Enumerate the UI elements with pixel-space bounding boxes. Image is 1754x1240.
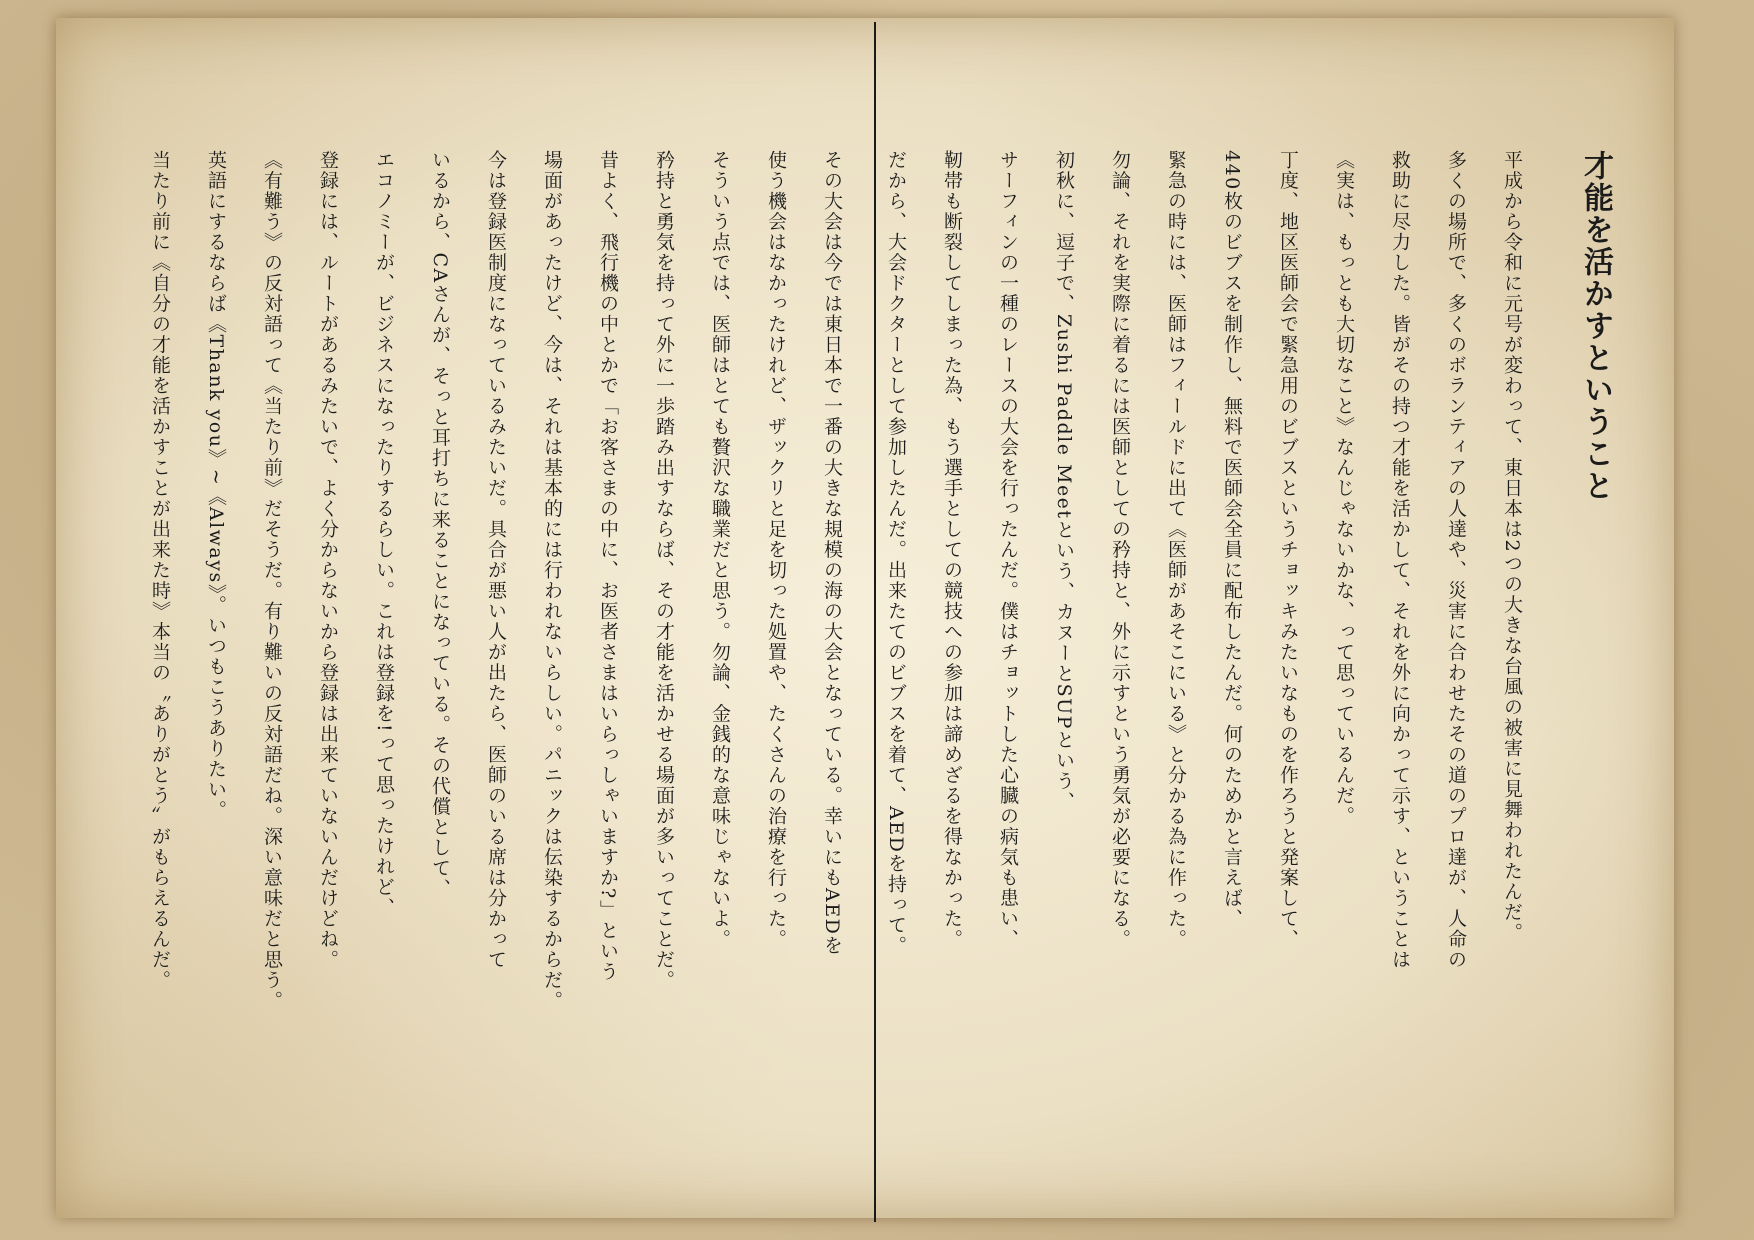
text-line: 平成から令和に元号が変わって、東日本は2つの大きな台風の被害に見舞われたんだ。 (1501, 150, 1523, 943)
text-line: 緊急の時には、医師はフィールドに出て《医師があそこにいる》と分かる為に作った。 (1165, 150, 1187, 950)
text-line: 救助に尽力した。皆がその持つ才能を活かして、それを外に向かって示す、ということは (1389, 150, 1411, 970)
text-line: その大会は今では東日本で一番の大きな規模の海の大会となっている。幸いにもAEDを (821, 150, 843, 956)
text-line: 初秋に、逗子で、Zushi Paddle Meetという、カヌーとSUPという、 (1053, 150, 1075, 812)
text-line: 《実は、もっとも大切なこと》なんじゃないかな、って思っているんだ。 (1333, 150, 1355, 827)
text-line: 登録には、ルートがあるみたいで、よく分からないから登録は出来ていないんだけどね。 (317, 150, 339, 970)
right-page (885, 150, 1650, 1200)
article-title: 才能を活かすということ (1578, 150, 1613, 502)
text-line: 440枚のビブスを制作し、無料で医師会全員に配布したんだ。何のためかと言えば、 (1221, 150, 1243, 929)
text-line: 勿論、それを実際に着るには医師としての矜持と、外に示すという勇気が必要になる。 (1109, 150, 1131, 950)
text-line: エコノミーが、ビジネスになったりするらしい。これは登録を!って思ったけれど、 (373, 150, 395, 918)
left-page (96, 150, 860, 1200)
text-line: 英語にするならば《Thank you》~《Always》。いつもこうありたい。 (205, 150, 227, 821)
text-line: 当たり前に《自分の才能を活かすことが出来た時》本当の〝ありがとう〟がもらえるんだ。 (149, 150, 171, 991)
text-line: 矜持と勇気を持って外に一歩踏み出すならば、その才能を活かせる場面が多いってことだ。 (653, 150, 675, 991)
text-line: だから、大会ドクターとして参加したんだ。出来たてのビブスを着て、AEDを持って。 (885, 150, 907, 956)
text-line: 昔よく、飛行機の中とかで「お客さまの中に、お医者さまはいらっしゃいますか?」という (597, 150, 619, 982)
text-line: 使う機会はなかったけれど、ザックリと足を切った処置や、たくさんの治療を行った。 (765, 150, 787, 950)
text-line: 今は登録医制度になっているみたいだ。具合が悪い人が出たら、医師のいる席は分かって (485, 150, 507, 970)
text-line: いるから、CAさんが、そっと耳打ちに来ることになっている。その代償として、 (429, 150, 451, 899)
text-line: 場面があったけど、今は、それは基本的には行われないらしい。パニックは伝染するからだ。 (541, 150, 563, 1011)
text-line: サーフィンの一種のレースの大会を行ったんだ。僕はチョットした心臓の病気も患い、 (997, 150, 1019, 950)
text-line: 靭帯も断裂してしまった為、もう選手としての競技への参加は諦めざるを得なかった。 (941, 150, 963, 950)
text-line: 丁度、地区医師会で緊急用のビブスというチョッキみたいなものを作ろうと発案して、 (1277, 150, 1299, 950)
text-line: そういう点では、医師はとても贅沢な職業だと思う。勿論、金銭的な意味じゃないよ。 (709, 150, 731, 950)
text-line: 多くの場所で、多くのボランティアの人達や、災害に合わせたその道のプロ達が、人命の (1445, 150, 1467, 970)
text-line: 《有難う》の反対語って《当たり前》だそうだ。有り難いの反対語だね。深い意味だと思う。 (261, 150, 283, 1011)
